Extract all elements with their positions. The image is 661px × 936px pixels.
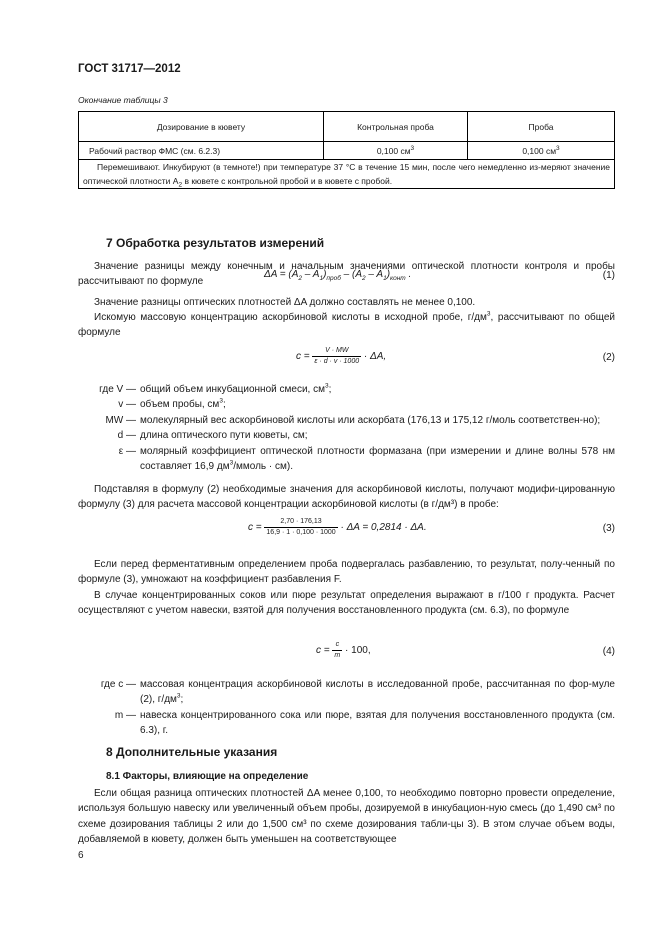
control-value: 0,100 $см^3$	[324, 142, 468, 160]
section-8-title: 8 Дополнительные указания	[106, 745, 278, 759]
dosing-table	[78, 111, 615, 189]
definition-item: MW — молекулярный вес аскорбиновой кислоты или аскорбата (176,13 и 175,12 г/моль соответствен-но);	[105, 414, 601, 426]
table-row	[79, 142, 615, 160]
definition-item: d — длина оптического пути кюветы, см;	[117, 430, 308, 442]
equation-number: (1)	[602, 270, 615, 281]
subsection-title: 8.1 Факторы, влияющие на определение	[106, 771, 309, 782]
table-header-row	[79, 112, 615, 142]
fraction: $\frac{V \cdot MW}{\varepsilon \cdot d \cdot v \cdot 1000}$	[314, 347, 360, 365]
section-7-title: 7 Обработка результатов измерений	[106, 236, 325, 250]
paragraph: Подставляя в формулу (2) необходимые значения для аскорбиновой кислоты, получают модифи-цированную формулу (3) для расчета массовой концентрации аскорбиновой кислоты (в г/дм³) в пробе:	[78, 484, 615, 511]
paragraph: Значение разницы между конечным и начальным значениями оптической плотности контроля и пробы рассчитывают по формуле	[78, 261, 615, 288]
equation-4: c = $\frac{c}{m}$ · 100,	[316, 641, 371, 659]
fraction: $\frac{2,70 \cdot 176,13}{16,9 \cdot 1 \cdot 0,100 \cdot 1000}$	[266, 518, 336, 536]
paragraph: Искомую массовую концентрацию аскорбиновой кислоты в исходной пробе, $г/дм^3$, рассчитывают по общей формуле	[78, 310, 616, 339]
definitions-list	[78, 382, 615, 474]
row-label: Рабочий раствор ФМС (см. 6.2.3)	[79, 142, 324, 160]
table-caption: Окончание таблицы 3	[78, 95, 168, 105]
table-note-row	[79, 160, 615, 189]
column-header: Контрольная проба	[324, 112, 468, 142]
definitions-list	[78, 677, 615, 739]
paragraph: Если перед ферментативным определением проба подвергалась разбавлению, то результат, полу-ченный по формуле (3), умножают на коэффициент разбавления F.	[78, 559, 615, 586]
equation-2: c = $\frac{V \cdot MW}{\varepsilon \cdot d \cdot v \cdot 1000}$ · ΔA,	[296, 347, 387, 365]
paragraph: Если общая разница оптических плотностей ΔA менее 0,100, то необходимо повторно провести определение, используя большую навеску или увеличенный объем пробы, дозируемой в инкубацион-ную смесь (до 1,490 см³ по схеме дозирования таблицы 2 или до 1,500 см³ по схеме дозирования табли-цы 3). В этом случае объем воды, добавляемой в кювету, должен быть уменьшен на соответствующее	[78, 788, 615, 846]
paragraph: Значение разницы оптических плотностей ΔA должно составлять не менее 0,100.	[94, 297, 476, 308]
equation-number: (3)	[602, 523, 615, 534]
equation-3: c = $\frac{2,70 \cdot 176,13}{16,9 \cdot 1 \cdot 0,100 \cdot 1000}$ · ΔA = 0,2814 · ΔA.	[248, 518, 427, 536]
definition-item: где V — общий объем инкубационной смеси, $см^3$;	[99, 382, 332, 395]
page-number: 6	[78, 850, 84, 861]
equation-1: $\Delta A = (A_2 - A_1)_{проб} - (A_2 - A_1)_{конт}$ .	[264, 269, 412, 282]
column-header: Проба	[468, 112, 615, 142]
fraction: $\frac{c}{m}$	[334, 641, 341, 659]
definition-item: m — навеска концентрированного сока или пюре, взятая для получения восстановленного продукта (см. 6.3), г.	[114, 709, 615, 737]
equation-number: (4)	[602, 646, 615, 657]
equation-number: (2)	[602, 352, 615, 363]
definition-item: v — объем пробы, $см^3$;	[118, 398, 226, 411]
sample-value: 0,100 $см^3$	[468, 142, 615, 160]
paragraph: В случае концентрированных соков или пюре результат определения выражают в г/100 г продукта. Расчет осуществляют с учетом навески, взятой для получения восстановленного продукта (см. 6.3), по формуле	[78, 590, 615, 617]
definition-item: где c — массовая концентрация аскорбиновой кислоты в исследованной пробе, рассчитанная по фор-муле (2), $г/дм^3$;	[100, 679, 615, 706]
definition-item: ε — молярный коэффициент оптической плотности формазана (при измерении и длине волны 578 нм составляет 16,9 $дм^3$/ммоль · см).	[118, 445, 615, 473]
document-header: ГОСТ 31717—2012	[78, 63, 181, 75]
table-note: Перемешивают. Инкубируют (в темноте!) при температуре 37 °С в течение 15 мин, после чего немедленно из-меряют значение оптической плотности $А_2$ в кювете с контрольной пробой и в кювете с пробой.	[79, 160, 615, 189]
column-header: Дозирование в кювету	[79, 112, 324, 142]
